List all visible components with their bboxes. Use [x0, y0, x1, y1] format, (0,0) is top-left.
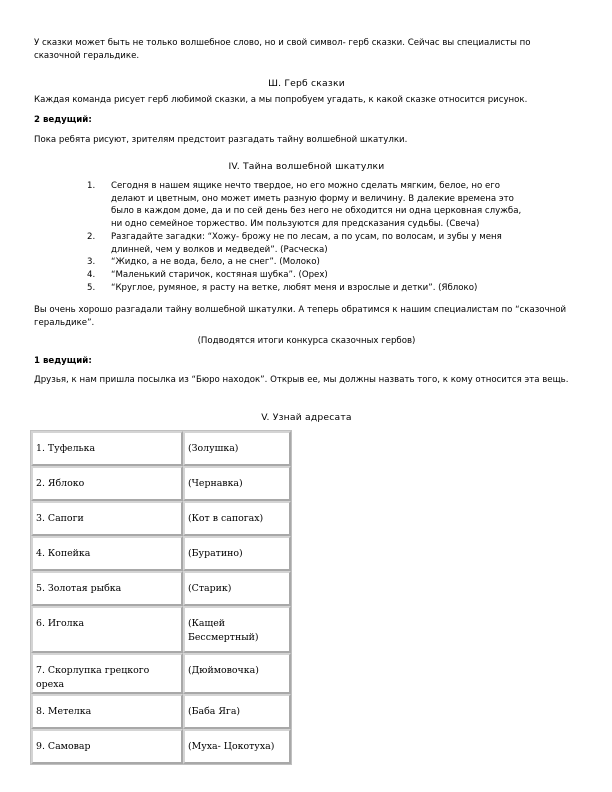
section-4-results-note: (Подводятся итоги конкурса сказочных гербов) — [197, 336, 416, 346]
riddle-text: Разгадайте загадки: “Хожу- брожу не по лесам, а по усам, по волосам, и зубы у меня длинней, чем у волков и медведей”. (Расческа) — [111, 231, 502, 255]
table-row — [31, 501, 291, 536]
riddle-text: “Круглое, румяное, я расту на ветке, любят меня и взрослые и детки”. (Яблоко) — [111, 282, 478, 293]
section-5-heading: V. Узнай адресата — [261, 412, 352, 423]
table-row — [31, 466, 291, 501]
owner-cell: (Чернавка) — [183, 466, 291, 501]
host-2-label: 2 ведущий: — [34, 115, 92, 125]
host-1-text: Друзья, к нам пришла посылка из “Бюро находок”. Открыв ее, мы должны назвать того, к кому относится эта вещь. — [34, 375, 569, 385]
section-3-heading: Ш. Герб сказки — [268, 78, 345, 89]
section-4-after-text: Вы очень хорошо разгадали тайну волшебной шкатулки. А теперь обратимся к нашим специалистам по “сказочной геральдике”. — [34, 305, 567, 328]
table-row — [31, 431, 291, 466]
section-4-heading: IV. Тайна волшебной шкатулки — [228, 161, 385, 172]
riddle-number: 2. — [87, 231, 96, 242]
owner-cell: (Старик) — [183, 571, 291, 606]
host-1-label: 1 ведущий: — [34, 356, 92, 366]
riddle-number: 4. — [87, 269, 96, 280]
item-cell: 7. Скорлупка грецкого ореха — [31, 653, 183, 694]
riddle-number: 5. — [87, 282, 96, 293]
item-cell: 8. Метелка — [31, 694, 183, 729]
table-row — [31, 606, 291, 653]
item-cell: 1. Туфелька — [31, 431, 183, 466]
table-row — [31, 729, 291, 764]
riddle-item — [87, 231, 533, 256]
item-cell: 2. Яблоко — [31, 466, 183, 501]
item-cell: 5. Золотая рыбка — [31, 571, 183, 606]
table-row — [31, 536, 291, 571]
table-row — [31, 571, 291, 606]
riddle-text: Сегодня в нашем ящике нечто твердое, но его можно сделать мягким, белое, но его делают и цветным, оно может иметь разную форму и величину. В далекие времена это было в каждом доме, да и по сей день без него не обходится ни одна церковная служба, ни одно семейное торжество. Им пользуются для предсказания судьбы. (Свеча) — [111, 181, 522, 230]
owner-cell: (Кот в сапогах) — [183, 501, 291, 536]
host-2-text: Пока ребята рисуют, зрителям предстоит разгадать тайну волшебной шкатулки. — [34, 135, 408, 145]
owner-cell: (Буратино) — [183, 536, 291, 571]
riddles-list — [87, 180, 533, 294]
section-3-text: Каждая команда рисует герб любимой сказки, а мы попробуем угадать, к какой сказке относится рисунок. — [34, 95, 528, 105]
riddle-item — [87, 282, 533, 295]
item-cell: 3. Сапоги — [31, 501, 183, 536]
riddle-item — [87, 269, 533, 282]
riddle-text: “Жидко, а не вода, бело, а не снег”. (Молоко) — [111, 257, 320, 268]
table-row — [31, 653, 291, 694]
table-row — [31, 694, 291, 729]
owner-cell: (Муха- Цокотуха) — [183, 729, 291, 764]
owner-cell: (Кащей Бессмертный) — [183, 606, 291, 653]
owner-cell: (Золушка) — [183, 431, 291, 466]
riddle-number: 1. — [87, 181, 96, 191]
riddle-number: 3. — [87, 257, 96, 268]
intro-paragraph: У сказки может быть не только волшебное слово, но и свой символ- герб сказки. Сейчас вы специалисты по сказочной геральдике. — [34, 38, 531, 61]
addressee-table — [30, 430, 292, 765]
item-cell: 9. Самовар — [31, 729, 183, 764]
riddle-item — [87, 256, 533, 269]
owner-cell: (Баба Яга) — [183, 694, 291, 729]
riddle-item — [87, 180, 533, 231]
item-cell: 6. Иголка — [31, 606, 183, 653]
item-cell: 4. Копейка — [31, 536, 183, 571]
riddle-text: “Маленький старичок, костяная шубка”. (Орех) — [111, 269, 328, 280]
owner-cell: (Дюймовочка) — [183, 653, 291, 694]
